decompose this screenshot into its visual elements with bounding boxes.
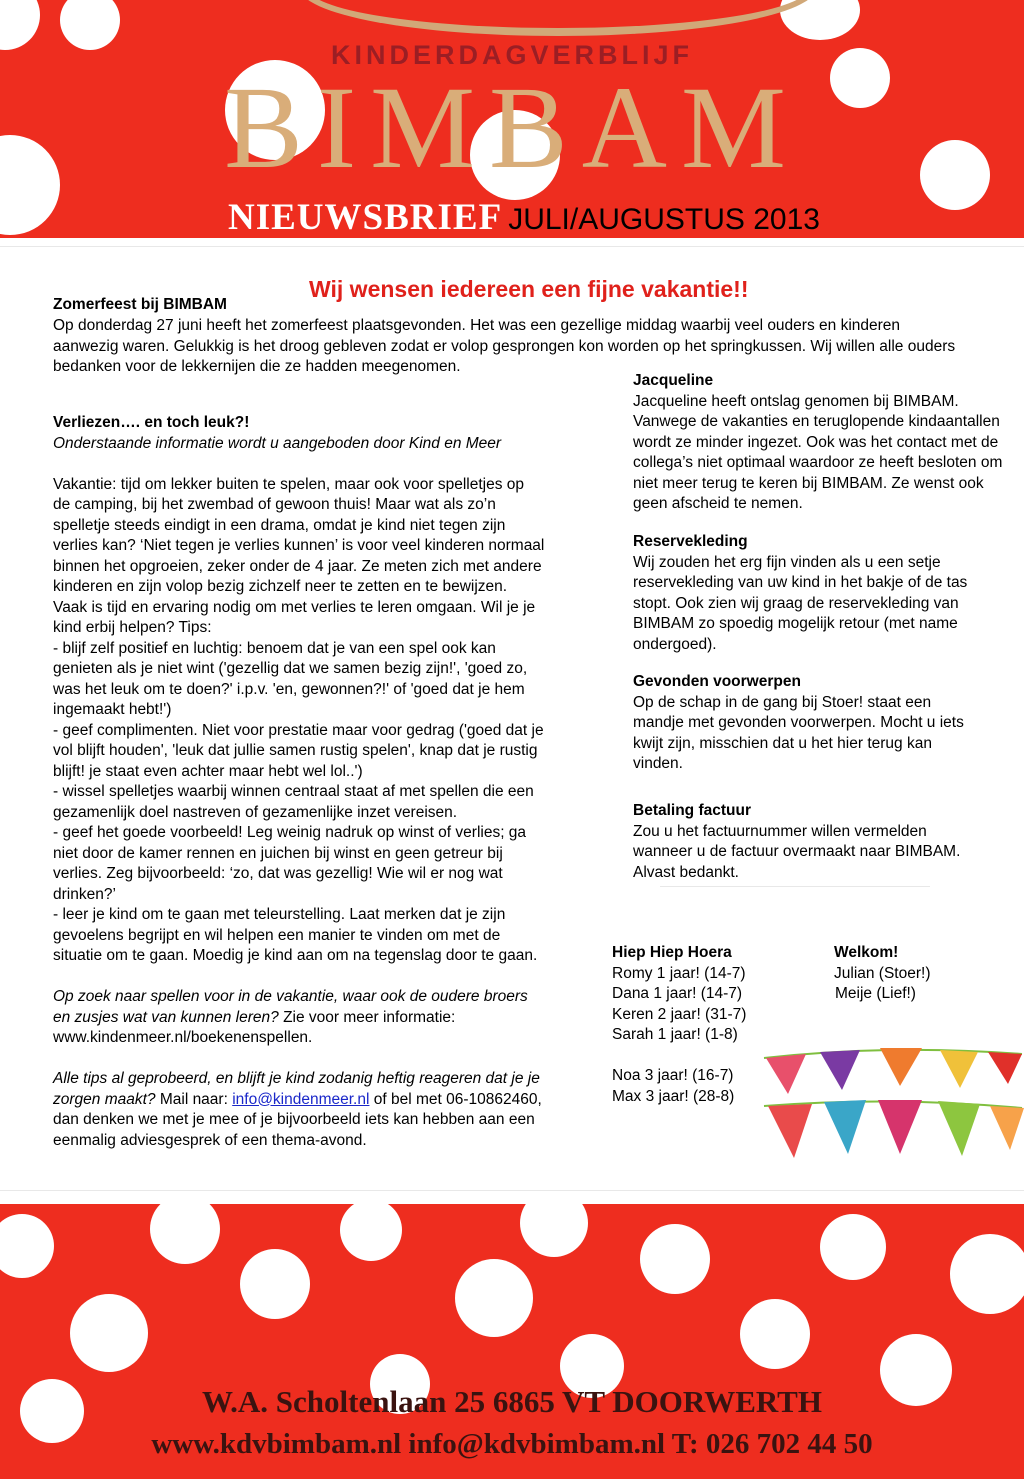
text-line: - wissel spelletjes waarbij winnen centraal staat af met spellen die een: [53, 783, 534, 800]
polka-dot: [0, 1214, 54, 1278]
spellen-line: en zusjes wat van kunnen leren? Zie voor meer informatie:: [53, 1008, 456, 1026]
footer-address: W.A. Scholtenlaan 25 6865 VT DOORWERTH: [202, 1384, 822, 1419]
polka-dot: [640, 1224, 710, 1294]
text-line: ingemaakt hebt!'): [53, 701, 172, 718]
polka-dot: [70, 1294, 148, 1372]
text-line: Alvast bedankt.: [633, 863, 739, 881]
birthday-item: Keren 2 jaar! (31-7): [612, 1005, 747, 1023]
birthdays-section: [612, 943, 746, 1107]
text-line: verlies. Zeg bijvoorbeeld: ‘zo, dat was gezellig! Wie wil er nog wat: [53, 865, 503, 882]
verliezen-subtitle: Onderstaande informatie wordt u aangeboden door Kind en Meer: [53, 434, 502, 452]
zomerfeest-title: Zomerfeest bij BIMBAM: [53, 296, 227, 313]
jacqueline-section: [633, 371, 1002, 515]
betaling-title: Betaling factuur: [633, 802, 751, 819]
header-banner: [0, 0, 1024, 238]
birthday-item: Sarah 1 jaar! (1-8): [612, 1026, 738, 1043]
text-line: spelletje steeds eindigt in een drama, omdat je kind niet tegen zijn: [53, 516, 506, 534]
polka-dot: [820, 1214, 886, 1280]
logo-kinderdagverblijf: KINDERDAGVERBLIJF: [330, 40, 694, 70]
text-line: vinden.: [633, 755, 683, 772]
text-line: Jacqueline heeft ontslag genomen bij BIMBAM.: [633, 392, 959, 410]
text-line: wordt ze minder ingezet. Ook was het contact met de: [633, 433, 999, 451]
text-line: - geef het goede voorbeeld! Leg weinig nadruk op winst of verlies; ga: [53, 824, 527, 841]
logo-ornament: [300, 0, 816, 36]
gevonden-title: Gevonden voorwerpen: [633, 673, 801, 690]
text-line: was het leuk om te doen?' i.p.v. 'en, gewonnen?!' of 'goed dat je hem: [53, 680, 525, 698]
birthdays-title: Hiep Hiep Hoera: [612, 944, 732, 961]
text-line: vol blijft houden', 'leuk dat jullie samen rustig spelen', knap dat je rustig: [53, 742, 538, 759]
text-line: genieten als je niet wint ('gezellig dat we samen bezig zijn!', 'goed zo,: [53, 660, 528, 677]
birthday-item: Romy 1 jaar! (14-7): [612, 964, 746, 982]
spellen-url: www.kindenmeer.nl/boekenenspellen.: [53, 1029, 313, 1046]
text-line: de camping, bij het zwembad of gewoon thuis! Maar wat als zo’n: [53, 496, 496, 513]
verliezen-article: [53, 413, 544, 1151]
text-line: drinken?’: [53, 885, 116, 903]
text-line: - leer je kind om te gaan met teleurstelling. Laat merken dat je zijn: [53, 906, 506, 923]
tips-line: zorgen maakt? Mail naar: info@kindenmeer.nl of bel met 06-10862460,: [53, 1090, 542, 1108]
divider: [0, 246, 1024, 247]
jacqueline-title: Jacqueline: [633, 372, 714, 389]
polka-dot: [740, 1299, 810, 1369]
text-line: mandje met gevonden voorwerpen. Mocht u iets: [633, 714, 964, 731]
verliezen-body: [53, 475, 544, 967]
birthday-item: Noa 3 jaar! (16-7): [612, 1067, 734, 1084]
text-line: Op de schap in de gang bij Stoer! staat een: [633, 693, 932, 711]
text-line: situatie om te gaan. Moedig je kind aan om na tegenslag door te gaan.: [53, 947, 538, 964]
text-line: blijft! je staat even achter maar hebt wel lol..'): [53, 762, 363, 780]
divider: [660, 886, 930, 887]
text-line: reservekleding van uw kind in het bakje of de tas: [633, 574, 968, 591]
text-line: collega’s niet optimaal waardoor ze heeft besloten om: [633, 454, 1003, 471]
polka-dot: [340, 1204, 402, 1261]
betaling-section: [633, 801, 960, 883]
welcome-item: Meije (Lief!): [835, 985, 916, 1002]
birthday-item: Max 3 jaar! (28-8): [612, 1087, 735, 1105]
text-line: kinderen en zijn volop bezig zichzelf neer te zetten en te bewijzen.: [53, 578, 508, 595]
text-line: aanwezig waren. Gelukkig is het droog gebleven zodat er volop gesprongen kon worden op het springkussen. Wij willen alle ouders: [53, 337, 956, 355]
polka-dot: [950, 1234, 1024, 1314]
text-line: gevoelens begrijpt en wil helpen een manier te vinden om met de: [53, 926, 501, 944]
polka-dot: [150, 1204, 220, 1264]
newsletter-period: JULI/AUGUSTUS 2013: [508, 203, 820, 236]
text-line: kwijt zijn, misschien dat u het hier terug kan: [633, 734, 932, 752]
polka-dot: [455, 1259, 533, 1337]
divider: [0, 1190, 1024, 1191]
welcome-section: [834, 943, 930, 1005]
reservekleding-title: Reservekleding: [633, 533, 748, 550]
newsletter-title: [228, 196, 820, 238]
text-line: Vaak is tijd en ervaring nodig om met verlies te leren omgaan. Wil je je: [53, 598, 536, 616]
polka-dot: [240, 1249, 310, 1319]
text-line: Vakantie: tijd om lekker buiten te spelen, maar ook voor spelletjes op: [53, 475, 524, 493]
footer-contact: www.kdvbimbam.nl info@kdvbimbam.nl T: 026 702 44 50: [151, 1428, 873, 1460]
text-line: niet door de kamer rennen en juichen bij winst en geen getreur bij: [53, 844, 503, 862]
text-line: verlies kan? ‘Niet tegen je verlies kunnen’ is voor veel kinderen normaal: [53, 537, 545, 554]
zomerfeest-body: [53, 316, 955, 378]
text-line: kind erbij helpen? Tips:: [53, 619, 212, 636]
text-line: niet meer terug te keren bij BIMBAM. Ze wenst ook: [633, 474, 984, 492]
reservekleding-section: [633, 532, 967, 655]
text-line: Vanwege de vakanties en teruglopende kindaantallen: [633, 413, 1000, 430]
text-line: Zou u het factuurnummer willen vermelden: [633, 822, 927, 840]
text-line: Wij zouden het erg fijn vinden als u een setje: [633, 553, 941, 571]
bunting-decoration: [762, 1046, 1024, 1166]
gevonden-section: [633, 672, 964, 775]
headline: Wij wensen iedereen een fijne vakantie!!: [309, 276, 749, 302]
text-line: bedanken voor de lekkernijen die ze hadden meegenomen.: [53, 358, 461, 375]
welcome-item: Julian (Stoer!): [834, 964, 931, 982]
welcome-title: Welkom!: [834, 944, 899, 961]
tips-line: eenmalig adviesgesprek of een thema-avond.: [53, 1131, 367, 1149]
text-line: Op donderdag 27 juni heeft het zomerfeest plaatsgevonden. Het was een gezellige middag waarbij veel ouders en kinderen: [53, 317, 901, 334]
text-line: wanneer u de factuur overmaakt naar BIMBAM.: [633, 843, 961, 860]
email-link[interactable]: info@kindenmeer.nl: [232, 1090, 370, 1108]
text-line: ondergoed).: [633, 635, 717, 653]
birthday-item: Dana 1 jaar! (14-7): [612, 985, 743, 1002]
nieuwsbrief-label: NIEUWSBRIEF: [228, 197, 503, 238]
text-line: - geef complimenten. Niet voor prestatie maar voor gedrag ('goed dat je: [53, 721, 544, 739]
tips-line: Alle tips al geprobeerd, en blijft je kind zodanig heftig reageren dat je je: [53, 1070, 540, 1087]
spellen-line: Op zoek naar spellen voor in de vakantie, waar ook de oudere broers: [53, 988, 528, 1005]
text-line: BIMBAM zo spoedig mogelijk retour (met name: [633, 615, 958, 632]
verliezen-title: Verliezen…. en toch leuk?!: [53, 414, 250, 431]
tips-line: dan denken we met je mee of je bijvoorbeeld iets kan hebben aan een: [53, 1111, 535, 1128]
logo-bimbam: BIMBAM: [224, 62, 800, 193]
text-line: binnen het opgroeien, zeker onder de 4 jaar. Ze meten zich met andere: [53, 557, 542, 575]
polka-dot: [520, 1204, 588, 1257]
text-line: - blijf zelf positief en luchtig: benoem dat je van een spel ook kan: [53, 639, 496, 657]
footer-banner: [0, 1204, 1024, 1479]
text-line: geen afscheid te nemen.: [633, 495, 803, 512]
text-line: gezamenlijk doel nastreven of gezamenlijke inzet vereisen.: [53, 803, 458, 821]
text-line: stopt. Ook zien wij graag de reservekleding van: [633, 594, 959, 612]
